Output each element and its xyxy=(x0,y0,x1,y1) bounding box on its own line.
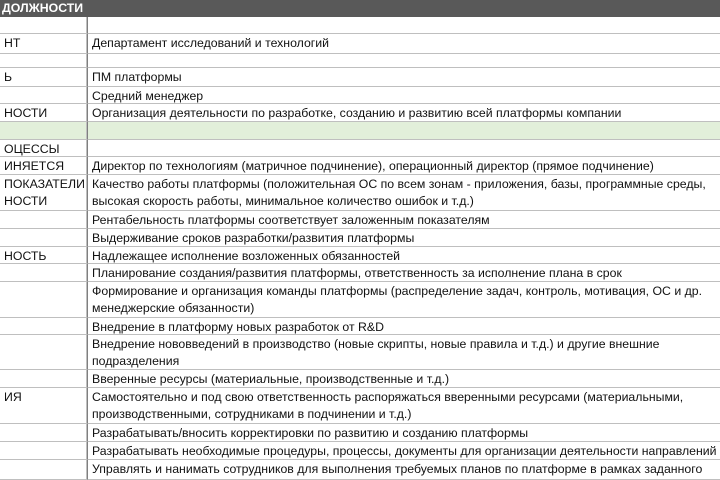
table-row xyxy=(0,335,720,370)
row-value-cell[interactable]: Средний менеджер xyxy=(87,87,720,104)
row-label-cell[interactable] xyxy=(0,335,87,370)
table-row xyxy=(0,282,720,318)
table-row xyxy=(0,264,720,282)
table-row xyxy=(0,157,720,175)
table-row xyxy=(0,175,720,211)
table-row xyxy=(0,460,720,480)
table-row xyxy=(0,211,720,229)
table-row xyxy=(0,370,720,388)
table-row xyxy=(0,68,720,87)
row-label-cell[interactable]: ИЯ xyxy=(0,388,87,424)
table-row xyxy=(0,104,720,122)
row-label-cell[interactable]: ИНЯЕТСЯ xyxy=(0,157,87,175)
table-row xyxy=(0,87,720,104)
row-label-cell[interactable] xyxy=(0,122,87,140)
row-label-cell[interactable]: НТ xyxy=(0,34,87,54)
row-label-cell[interactable] xyxy=(0,282,87,318)
row-value-cell[interactable]: Разрабатывать/вносить корректировки по развитию и созданию платформы xyxy=(87,424,720,442)
table-row xyxy=(0,140,720,157)
row-value-cell[interactable]: Разрабатывать необходимые процедуры, процессы, документы для организации деятельности направлений xyxy=(87,442,720,460)
table-row xyxy=(0,229,720,247)
row-value-cell[interactable]: Самостоятельно и под свою ответственность распоряжаться вверенными ресурсами (материальными, производственными, сотрудниками в подчинении и т.д.) xyxy=(87,388,720,424)
row-value-cell[interactable]: Департамент исследований и технологий xyxy=(87,34,720,54)
row-label-cell[interactable]: ОЦЕССЫ xyxy=(0,140,87,157)
row-label-cell[interactable] xyxy=(0,424,87,442)
row-value-cell[interactable] xyxy=(87,140,720,157)
row-value-cell[interactable]: Планирование создания/развития платформы, ответственность за исполнение плана в срок xyxy=(87,264,720,282)
row-label-cell[interactable] xyxy=(0,442,87,460)
sheet-header: ДОЛЖНОСТИ xyxy=(0,0,720,17)
row-value-cell[interactable]: Качество работы платформы (положительная ОС по всем зонам - приложения, базы, программные среды, высокая скорость работы, минимальное количество ошибок и т.д.) xyxy=(87,175,720,211)
row-label-cell[interactable] xyxy=(0,87,87,104)
row-label-cell[interactable] xyxy=(0,229,87,247)
row-value-cell[interactable]: Внедрение в платформу новых разработок от R&D xyxy=(87,318,720,335)
row-label-cell[interactable]: НОСТЬ xyxy=(0,247,87,264)
table-row xyxy=(0,247,720,264)
row-value-cell[interactable]: Директор по технологиям (матричное подчинение), операционный директор (прямое подчинение) xyxy=(87,157,720,175)
row-label-cell[interactable] xyxy=(0,211,87,229)
row-value-cell[interactable] xyxy=(87,122,720,140)
row-value-cell[interactable]: Надлежащее исполнение возложенных обязанностей xyxy=(87,247,720,264)
row-label-cell[interactable] xyxy=(0,318,87,335)
row-value-cell[interactable]: ПМ платформы xyxy=(87,68,720,87)
row-value-cell[interactable]: Вверенные ресурсы (материальные, производственные и т.д.) xyxy=(87,370,720,388)
row-label-cell[interactable] xyxy=(0,17,87,34)
row-value-cell[interactable]: Рентабельность платформы соответствует заложенным показателям xyxy=(87,211,720,229)
row-label-cell[interactable] xyxy=(0,54,87,68)
table-row xyxy=(0,17,720,34)
table-row xyxy=(0,388,720,424)
row-value-cell[interactable]: Формирование и организация команды платформы (распределение задач, контроль, мотивация, ОС и др. менеджерские обязанности) xyxy=(87,282,720,318)
row-label-cell[interactable] xyxy=(0,264,87,282)
row-label-cell[interactable]: Ь xyxy=(0,68,87,87)
row-label-cell[interactable] xyxy=(0,460,87,480)
table-row xyxy=(0,54,720,68)
table-row xyxy=(0,122,720,140)
row-value-cell[interactable] xyxy=(87,54,720,68)
row-label-cell[interactable]: НОСТИ xyxy=(0,104,87,122)
table-row xyxy=(0,442,720,460)
row-value-cell[interactable]: Организация деятельности по разработке, созданию и развитию всей платформы компании xyxy=(87,104,720,122)
table-row xyxy=(0,424,720,442)
table-row xyxy=(0,318,720,335)
row-value-cell[interactable]: Внедрение нововведений в производство (новые скрипты, новые правила и т.д.) и другие внешние подразделения xyxy=(87,335,720,370)
row-label-cell[interactable] xyxy=(0,370,87,388)
table-row xyxy=(0,34,720,54)
row-value-cell[interactable]: Выдерживание сроков разработки/развития платформы xyxy=(87,229,720,247)
row-value-cell[interactable] xyxy=(87,17,720,34)
row-value-cell[interactable]: Управлять и нанимать сотрудников для выполнения требуемых планов по платформе в рамках заданного xyxy=(87,460,720,480)
row-label-cell[interactable]: ПОКАЗАТЕЛИ НОСТИ xyxy=(0,175,87,211)
